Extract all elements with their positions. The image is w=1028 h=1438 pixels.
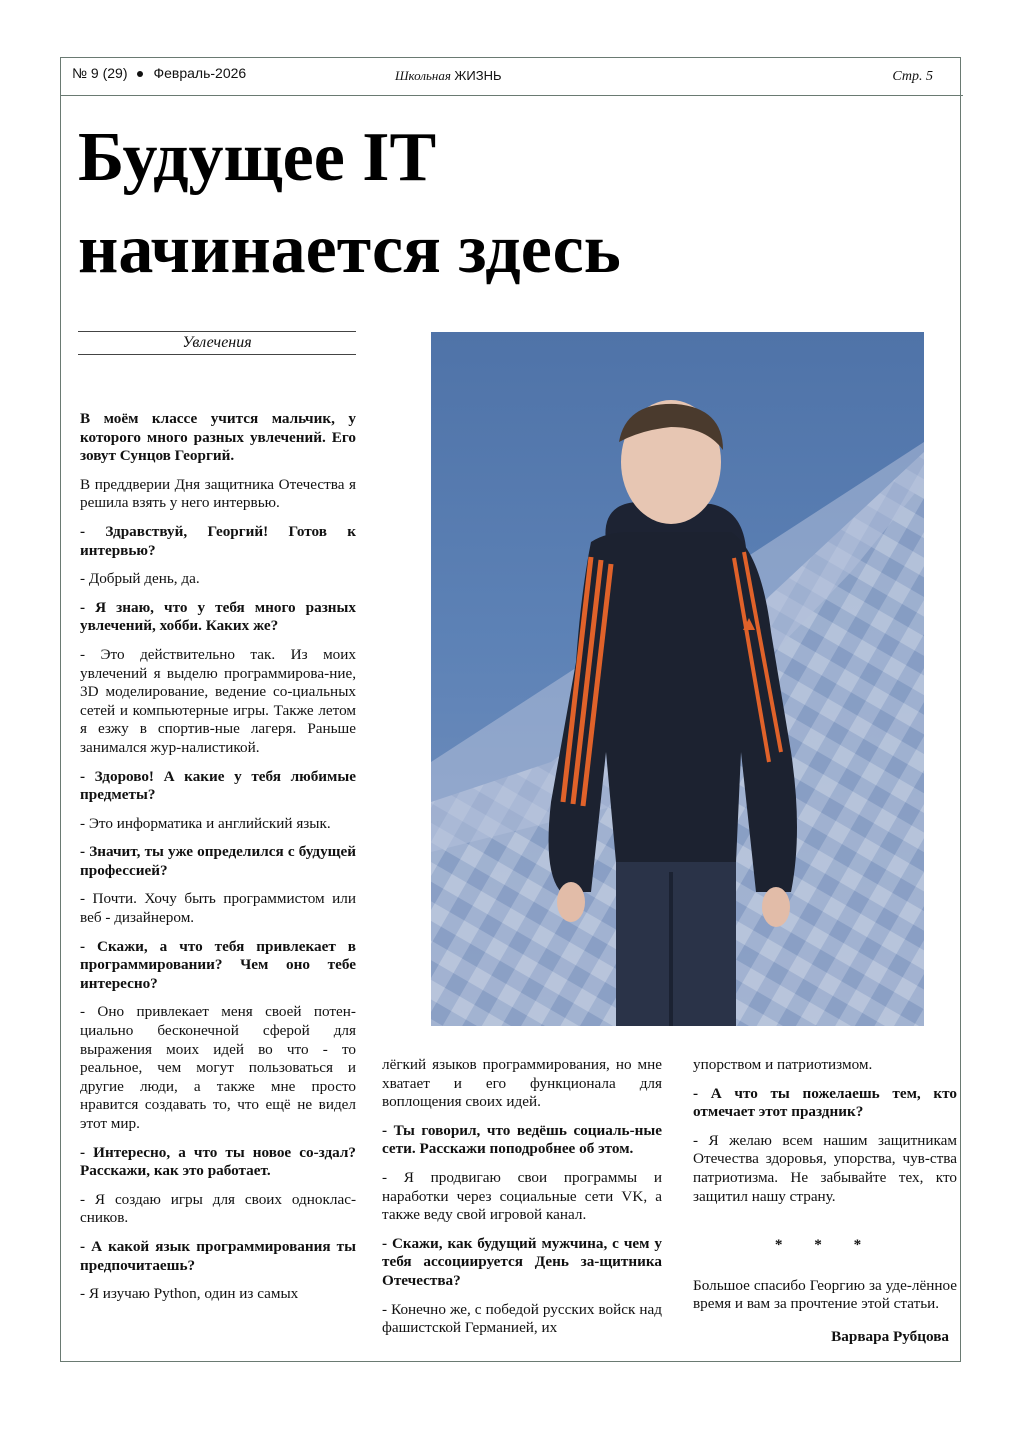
interview-answer: упорством и патриотизмом. <box>693 1056 873 1073</box>
interview-question: - Значит, ты уже определился с будущей профессией? <box>80 843 356 879</box>
issue-number: № 9 (29) <box>72 65 128 81</box>
issue-info <box>72 65 246 81</box>
interview-answer: - Это действительно так. Из моих увлечений я выделю программирова-ние, 3D моделирование, ведение со-циальных сетей и компьютерные игры. Также летом я езжу в спортив-ные лагеря. Раньше занимался жур-налистикой. <box>80 645 356 756</box>
column-3-paragraphs <box>693 1056 957 1206</box>
article-column-3 <box>693 1056 957 1347</box>
newspaper-name <box>395 68 502 85</box>
interview-answer: - Добрый день, да. <box>80 570 200 588</box>
section-separator: * * * <box>774 1236 876 1254</box>
newspaper-name-caps: ЖИЗНЬ <box>454 68 502 83</box>
interview-answer: - Я изучаю Python, один из самых <box>80 1285 299 1303</box>
interview-question: - Я знаю, что у тебя много разных увлечений, хобби. Каких же? <box>80 598 356 635</box>
interview-answer: - Это информатика и английский язык. <box>80 814 331 832</box>
interview-answer: - Конечно же, с победой русских войск над фашистской Германией, их <box>382 1300 662 1337</box>
interview-question: - Здравствуй, Георгий! Готов к интервью? <box>80 522 356 559</box>
interview-answer: - Оно привлекает меня своей потен-циально бесконечной сферой для выражения моих идей во что - то реальное, чем могут пользоваться и другие люди, а также мне просто нравится создавать то, что ещё не видел этот мир. <box>80 1003 356 1132</box>
interview-question: - Ты говорил, что ведёшь социаль-ные сети. Расскажи поподробнее об этом. <box>382 1121 662 1158</box>
interview-question: В моём классе учится мальчик, у которого много разных увлечений. Его зовут Сунцов Георгий. <box>80 410 356 465</box>
interview-question: - Здорово! А какие у тебя любимые предметы? <box>80 767 356 804</box>
page-header <box>60 57 963 96</box>
interview-question: - А какой язык программирования ты предпочитаешь? <box>80 1237 356 1274</box>
interview-question: - Интересно, а что ты новое со-здал? Расскажи, как это работает. <box>80 1143 356 1180</box>
bullet-icon <box>137 71 143 77</box>
newspaper-name-italic: Школьная <box>395 68 451 83</box>
issue-date: Февраль-2026 <box>153 65 247 81</box>
interview-answer: лёгкий языков программирования, но мне хватает и его функционала для воплощения своих идей. <box>382 1056 662 1111</box>
interview-answer: - Я создаю игры для своих однoклас-сников. <box>80 1190 356 1227</box>
interview-question: - Скажи, а что тебя привлекает в программировании? Чем оно тебе интересно? <box>80 937 356 992</box>
headline-line-2: начинается здесь <box>78 211 621 288</box>
article-headline <box>78 112 938 296</box>
headline-line-1: Будущее IT <box>78 119 437 196</box>
page-number: Стр. 5 <box>892 69 933 84</box>
interview-answer: - Я желаю всем нашим защитникам Отечества здоровья, упорства, чув-ства патриотизма. Не забывайте тех, кто защитил нашу страну. <box>693 1131 957 1205</box>
article-photo <box>431 332 924 1026</box>
interview-question: - А что ты пожелаешь тем, кто отмечает этот праздник? <box>693 1084 957 1121</box>
interview-answer: - Почти. Хочу быть программистом или веб - дизайнером. <box>80 890 356 927</box>
thanks-text: Большое спасибо Георгию за уде-лённое время и вам за прочтение этой статьи. <box>693 1276 957 1313</box>
interview-answer: - Я продвигаю свои программы и наработки через социальные сети VK, а также веду свой игровой канал. <box>382 1168 662 1224</box>
interview-question: - Скажи, как будущий мужчина, с чем у тебя ассоциируется День за-щитника Отечества? <box>382 1234 662 1289</box>
interview-answer: В преддверии Дня защитника Отечества я решила взять у него интервью. <box>80 475 356 512</box>
author-name: Варвара Рубцова <box>831 1327 949 1345</box>
section-label: Увлечения <box>78 331 356 355</box>
article-column-2 <box>382 1056 662 1348</box>
article-column-1 <box>80 410 356 1314</box>
photo-of-boy-icon <box>431 332 924 1026</box>
